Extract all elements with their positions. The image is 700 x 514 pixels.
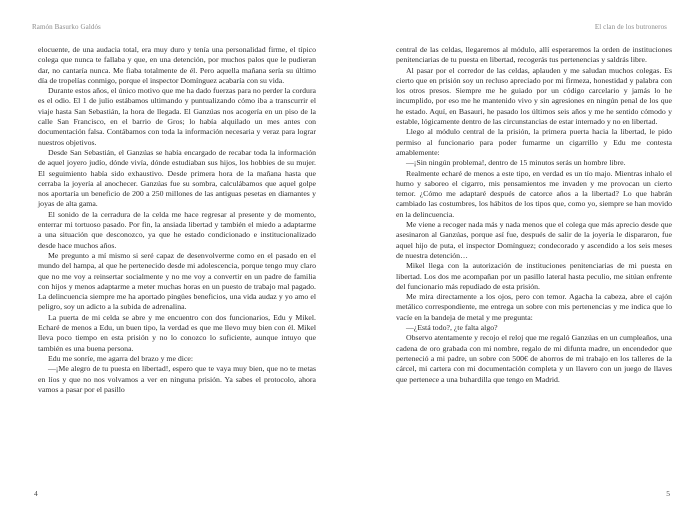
left-page-body xyxy=(38,45,316,395)
paragraph: Mikel llega con la autorización de instituciones penitenciarias de mi puesta en libertad. Los dos me acompañan por un pasillo lateral hasta peculio, me sitúan enfrente del funcionario más repudiado de esta prisión. xyxy=(396,261,672,291)
paragraph: Me mira directamente a los ojos, pero con temor. Agacha la cabeza, abre el cajón metálico correspondiente, me entrega un sobre con mis pertenencias y me indica que lo vacíe en la bandeja de metal y me pregunta: xyxy=(396,292,672,322)
running-head-author: Ramón Basurko Galdós xyxy=(32,23,101,31)
paragraph: Realmente echaré de menos a este tipo, en verdad es un tío majo. Mientras inhalo el humo y saboreo el cigarro, mis pensamientos me invaden y me provocan un cierto temor. ¿Cómo me adaptaré después de catorce años a la libertad? Lo que habrán cambiado las costumbres, los hábitos de los tipos que, como yo, siempre se han movido en la delincuencia. xyxy=(396,168,672,219)
right-page xyxy=(350,0,700,514)
paragraph: Desde San Sebastián, el Ganzúas se había encargado de recabar toda la información de aquel joyero judío, dónde vivía, dónde estudiaban sus hijos, los hobbies de su mujer. El seguimiento había sido exhaustivo. Desde primera hora de la mañana hasta que cerraba la joyería al anochecer. Ganzúas fue su sombra, calculábamos que aquel golpe nos aportaría un beneficio de 200 a 250 millones de las antiguas pesetas en diamantes y joyas de alta gama. xyxy=(38,147,316,209)
page-number: 4 xyxy=(34,489,38,498)
paragraph: El sonido de la cerradura de la celda me hace regresar al presente y de momento, enterrar mi tortuoso pasado. Por fin, la ansiada libertad y también el miedo a adaptarme a una situación que desconozco, ya que he estado condicionado e institucionalizado desde hace muchos años. xyxy=(38,209,316,250)
paragraph: Observo atentamente y recojo el reloj que me regaló Ganzúas en un cumpleaños, una cadena de oro grabada con mi nombre, regalo de mi difunta madre, un encendedor que perteneció a mi padre, un sobre con 500€ de ahorros de mi trabajo en los talleres de la cárcel, mi cartera con mi documentación completa y un llavero con un juego de llaves que pertenece a una buhardilla que tengo en Madrid. xyxy=(396,333,672,384)
paragraph: Al pasar por el corredor de las celdas, aplauden y me saludan muchos colegas. Es cierto que en prisión soy un recluso apreciado por mi firmeza, honestidad y palabra con los otros presos. Siempre me he guiado por un código carcelario y jamás lo he incumplido, por eso me he mantenido vivo y sin agresiones en ningún penal de los que he estado. Aquí, en Basauri, he pasado los últimos seis años y me he sentido cómodo y estable, lógicamente dentro de las circunstancias de estar internado y no en libertad. xyxy=(396,65,672,127)
paragraph: elocuente, de una audacia total, era muy duro y tenía una personalidad firme, el típico colega que nunca te fallaba y que, en una detención, por muchos palos que le pudieran dar, no cantaría nunca. Me fiaba totalmente de él. Pero aquella mañana sería su último día de tropelías conmigo, porque el inspector Domínguez acabaría con su vida. xyxy=(38,45,316,85)
paragraph: Edu me sonríe, me agarra del brazo y me dice: xyxy=(48,353,194,363)
paragraph: central de las celdas, llegaremos al módulo, allí esperaremos la orden de instituciones penitenciarias de tu puesta en libertad, recogerás tus pertenencias y saldrás libre. xyxy=(396,45,672,65)
right-page-body xyxy=(396,45,672,385)
paragraph: —¡Me alegro de tu puesta en libertad!, espero que te vaya muy bien, que no te metas en líos y que no nos volvamos a ver en ninguna prisión. Ya sabes el protocolo, ahora vamos a pasar por el pasillo xyxy=(38,364,316,394)
paragraph: Me viene a recoger nada más y nada menos que el colega que más aprecio desde que asesinaron al Ganzúas, porque así fue, después de salir de la joyería le dispararon, fue aquel hijo de puta, el inspector Domínguez; condecorado y ascendido a los seis meses de nuestra detención… xyxy=(396,220,672,260)
paragraph: Me pregunto a mí mismo si seré capaz de desenvolverme como en el pasado en el mundo del hampa, al que he pertenecido desde mi adolescencia, porque tengo muy claro que no me voy a reinsertar socialmente y no me voy a convertir en un padre de familia con hijos y menos adaptarme a meter muchas horas en un puesto de trabajo mal pagado. La delincuencia siempre me ha aportado pingües beneficios, una vida audaz y yo amo el peligro, soy un adicto a la subida de adrenalina. xyxy=(38,250,316,312)
paragraph: Llego al módulo central de la prisión, la primera puerta hacia la libertad, le pido permiso al funcionario para poder fumarme un cigarrillo y Edu me contesta amablemente: xyxy=(396,127,672,157)
running-head-title: El clan de los butroneros xyxy=(594,23,667,31)
paragraph: Durante estos años, el único motivo que me ha dado fuerzas para no perder la cordura es el odio. El 1 de julio estábamos ultimando y puntualizando cómo iba a transcurrir el viaje hasta San Sebastián, la hora de llegada. El Ganzúas nos acogería en un piso de la calle San Francisco, en el barrio de Gros; lo había alquilado un mes antes con documentación falsa. Contábamos con toda la información necesaria y veraz para lograr nuestros objetivos. xyxy=(38,86,316,147)
page-number: 5 xyxy=(666,489,670,498)
paragraph: —¿Está todo?, ¿te falta algo? xyxy=(406,323,498,333)
paragraph: La puerta de mi celda se abre y me encuentro con dos funcionarios, Edu y Mikel. Echaré de menos a Edu, un buen tipo, la verdad es que me llevo muy bien con él. Mikel lleva poco tiempo en esta prisión y no lo conozco lo suficiente, aunque intuyo que también es una buena persona. xyxy=(38,312,316,353)
paragraph: —¡Sin ningún problema!, dentro de 15 minutos serás un hombre libre. xyxy=(406,158,626,168)
